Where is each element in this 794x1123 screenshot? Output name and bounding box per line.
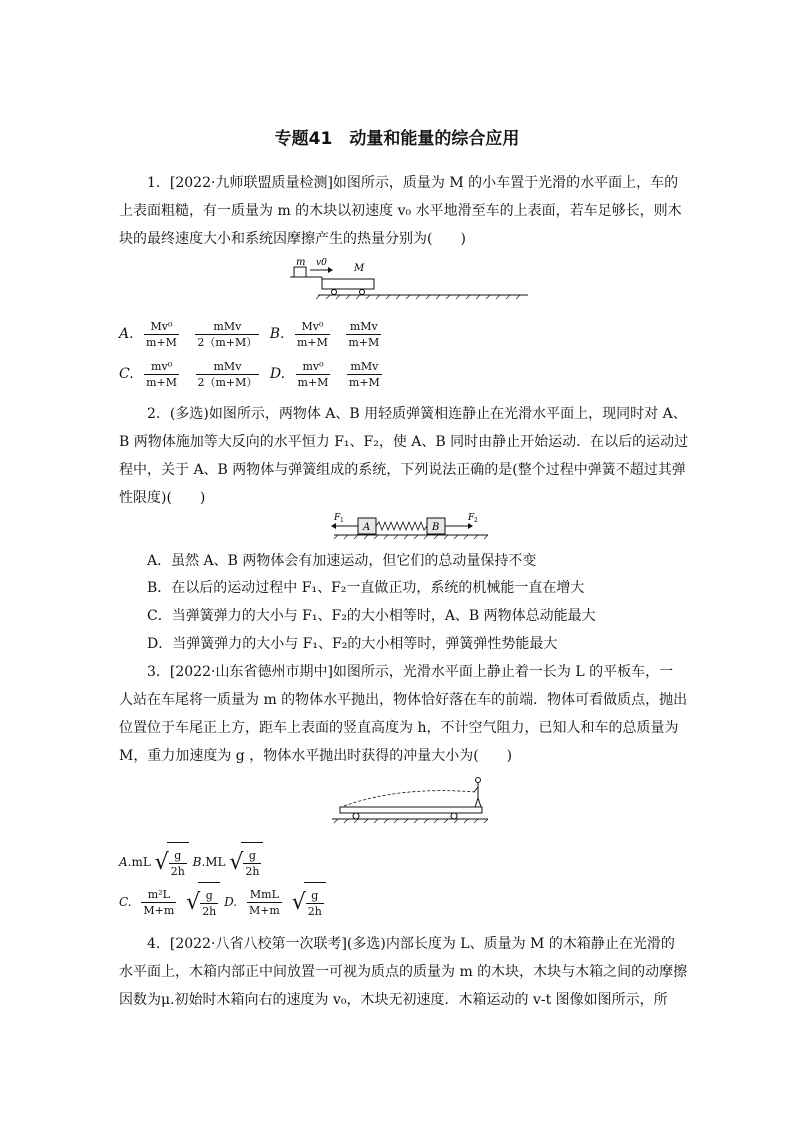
q3-opt-a-prefix: mL xyxy=(131,855,151,869)
q3-opt-c-sqrt: √ $\frac{g}{2h}$ xyxy=(186,882,220,923)
q3-opt-d-frac: $\frac{\text{MmL}}{M+m}$ xyxy=(248,888,280,917)
q3-line4: M，重力加速度为 g ，物体水平抛出时获得的冲量大小为( ) xyxy=(119,748,513,764)
q3-opt-d-sqrt: √ $\frac{g}{2h}$ xyxy=(292,882,326,923)
q3-opt-a-sqrt: √ $\frac{g}{2h}$ xyxy=(155,842,189,883)
q2-fig-b: B xyxy=(432,522,440,533)
q2-option-c: C．当弹簧弹力的大小与 F₁、F₂的大小相等时，A、B 两物体总动能最大 xyxy=(147,608,596,624)
q1-opt-b-label: B. xyxy=(269,326,285,342)
q1-opt-b-frac1: $\frac{\text{Mv⁰}}{m+M}$ xyxy=(296,319,328,349)
q1-opt-d-frac1: $\frac{\text{mv⁰}}{m+M}$ xyxy=(297,359,329,389)
q1-line3: 块的最终速度大小和系统因摩擦产生的热量分别为( ) xyxy=(119,231,466,247)
q2-figure-spring xyxy=(328,508,492,540)
q3-opt-a-label: A. xyxy=(119,855,132,869)
q1-figure-cart xyxy=(288,253,534,303)
q2-fig-a: A xyxy=(363,522,371,533)
q2-fig-f2: F xyxy=(468,513,475,523)
q1-opt-d-frac2: $\frac{\text{mMv}}{m+M}$ xyxy=(348,359,380,389)
q2-option-b: B．在以后的运动过程中 F₁、F₂一直做正功，系统的机械能一直在增大 xyxy=(147,580,585,596)
q2-fig-f1: F xyxy=(334,513,341,523)
q1-opt-b-frac2: $\frac{\text{mMv}}{m+M}$ xyxy=(348,319,380,349)
q1-opt-c-frac2: $\frac{\text{mMv}}{2(m+M)}$ xyxy=(197,359,258,389)
q3-options-cd xyxy=(119,882,679,922)
q3-line3: 位置位于车尾正上方，距车上表面的竖直高度为 h，不计空气阻力，已知人和车的总质量为 xyxy=(119,720,679,736)
q1-opt-a-label: A. xyxy=(119,326,134,342)
q4-line2: 水平面上，木箱内部正中间放置一可视为质点的质量为 m 的木块，木块与木箱之间的动摩擦 xyxy=(119,964,688,980)
q4-line1: 4．[2022·八省八校第一次联考](多选)内部长度为 L、质量为 M 的木箱静止在光滑的 xyxy=(147,936,675,952)
q1-opt-d-label: D. xyxy=(269,366,286,382)
q1-opt-a-frac1: $\frac{\text{Mv⁰}}{m+M}$ xyxy=(146,319,177,349)
q3-line1: 3．[2022·山东省德州市期中]如图所示，光滑水平面上静止着一长为 L 的平板车，一 xyxy=(147,664,674,680)
q2-line3: 程中，关于 A、B 两物体与弹簧组成的系统，下列说法正确的是(整个过程中弹簧不超过其弹 xyxy=(119,462,686,478)
q3-opt-b-prefix: ML xyxy=(205,855,226,869)
q2-line4: 性限度)( ) xyxy=(119,490,206,506)
q3-opt-c-label: C. xyxy=(119,895,132,909)
q3-opt-b-sqrt: √ $\frac{g}{2h}$ xyxy=(229,842,263,883)
q3-line2: 人站在车尾将一质量为 m 的物体水平抛出，物体恰好落在车的前端．物体可看做质点，抛出 xyxy=(119,692,688,708)
q2-fig-f1-sub: 1 xyxy=(340,517,344,524)
q3-opt-d-label: D. xyxy=(224,895,238,909)
q2-line2: B 两物体施加等大反向的水平恒力 F₁、F₂，使 A、B 同时由静止开始运动．在以后的运动过 xyxy=(119,434,689,450)
q2-option-a: A．虽然 A、B 两物体会有加速运动，但它们的总动量保持不变 xyxy=(147,553,537,569)
q1-options-ab xyxy=(119,317,679,351)
page-title: 专题41 动量和能量的综合应用 xyxy=(274,129,520,149)
q1-opt-c-frac1: $\frac{\text{mv⁰}}{m+M}$ xyxy=(146,359,178,389)
q4-line3: 因数为μ.初始时木箱向右的速度为 v₀，木块无初速度．木箱运动的 v-t 图像如图所示，所 xyxy=(119,992,668,1008)
q1-fig-v0: v0 xyxy=(316,258,327,268)
q3-options-ab xyxy=(119,842,679,882)
q1-options-cd xyxy=(119,357,679,391)
q3-opt-c-frac: $\frac{\text{m²L}}{M+m}$ xyxy=(143,888,175,917)
q1-line1: 1．[2022·九师联盟质量检测]如图所示，质量为 M 的小车置于光滑的水平面上，车的 xyxy=(147,175,679,191)
q3-opt-b-label: B. xyxy=(192,855,206,869)
q1-opt-c-label: C. xyxy=(119,366,134,382)
q2-fig-f2-sub: 2 xyxy=(474,517,478,524)
q2-line1: 2．(多选)如图所示，两物体 A、B 用轻质弹簧相连静止在光滑水平面上，现同时对 A、 xyxy=(147,406,687,422)
q1-fig-m: m xyxy=(296,257,306,268)
q3-figure-platform-cart xyxy=(330,772,490,826)
q1-opt-a-frac2: $\frac{\text{mMv}}{2(m+M)}$ xyxy=(197,319,258,349)
q1-line2: 上表面粗糙，有一质量为 m 的木块以初速度 v₀ 水平地滑至车的上表面，若车足够长，则木 xyxy=(119,203,682,219)
q2-option-d: D．当弹簧弹力的大小与 F₁、F₂的大小相等时，弹簧弹性势能最大 xyxy=(147,636,558,652)
q1-fig-M: M xyxy=(354,263,365,274)
